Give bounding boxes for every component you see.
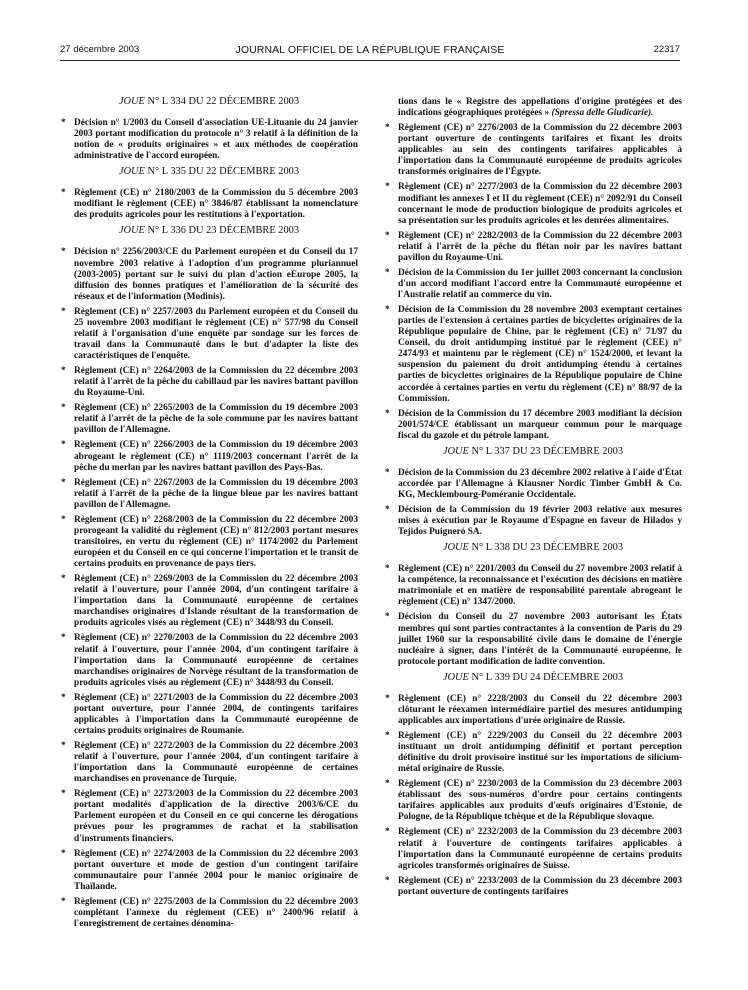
entry-item [384, 305, 682, 405]
entry-item [60, 307, 358, 362]
entry-text: Règlement (CE) n° 2229/2003 du Conseil du 22 décembre 2003 instituant un droit antidumping définitif et portant perception définitive du droit provisoire institué sur les importations de silicium-métal originaire de Russie. [398, 730, 682, 775]
entry-text: Décision de la Commission du 1er juillet 2003 concernant la conclusion d'un accord modifiant l'accord entre la Communauté européenne et l'Australie relatif au commerce du vin. [398, 267, 682, 300]
bullet-marker: * [61, 574, 66, 585]
entry-item [384, 505, 682, 538]
issue-journal-abbrev: JOUE [442, 542, 469, 554]
bullet-marker: * [385, 730, 390, 741]
bullet-marker: * [385, 123, 390, 134]
entry-text: Règlement (CE) n° 2228/2003 du Conseil du 22 décembre 2003 clôturant le réexamen intermédiaire partiel des mesures antidumping applicables aux importations d'urée originaire de Russie. [398, 693, 682, 726]
header-date: 27 décembre 2003 [60, 44, 140, 55]
bullet-marker: * [61, 741, 66, 751]
entry-text: Règlement (CE) n° 2232/2003 de la Commission du 23 décembre 2003 relatif à l'ouverture de contingents tarifaires applicables à l'importation dans la Communauté européenne de certains produits agricoles transformés originaires de Suisse. [398, 827, 682, 871]
entry-item [60, 403, 358, 436]
entry-text: Règlement (CE) n° 2274/2003 de la Commission du 22 décembre 2003 portant ouverture et mode de gestion d'un contingent tarifaire communautaire pour l'année 2004 pour le manioc originaire de Thaïlande. [74, 848, 358, 892]
entry-text: Règlement (CE) n° 2269/2003 de la Commission du 22 décembre 2003 relatif à l'ouverture, pour l'année 2004, d'un contingent tarifaire à l'importation dans la Communauté européenne de certaines marchandises originaires d'Islande résultant de la transformation de produits agricoles visés au règlement (CE) n° 3448/93 du Conseil. [74, 574, 358, 629]
bullet-marker: * [61, 896, 66, 907]
entry-item [60, 478, 358, 511]
issue-number-date: N° L 338 DU 23 DÉCEMBRE 2003 [468, 542, 624, 554]
issue-heading [60, 166, 358, 178]
bullet-marker: * [61, 633, 66, 644]
entry-text: Décision n° 1/2003 du Conseil d'association UE-Lituanie du 24 janvier 2003 portant modification du protocole n° 3 relatif à la définition de la notion de « produits originaires » et aux méthodes de coopération administrative de l'accord européen. [74, 118, 358, 162]
entry-item [60, 633, 358, 688]
issue-journal-abbrev: JOUE [442, 671, 469, 683]
bullet-marker: * [385, 827, 390, 838]
entry-text: Règlement (CE) n° 2271/2003 de la Commission du 22 décembre 2003 portant ouverture, pour l'année 2004, de contingents tarifaires applicables à l'importation dans la Communauté européenne de certains produits originaires de Roumanie. [74, 692, 358, 736]
bullet-marker: * [61, 366, 66, 377]
issue-journal-abbrev: JOUE [118, 166, 145, 178]
issue-heading [60, 96, 358, 108]
entry-item [384, 231, 682, 264]
entry-item [60, 118, 358, 162]
entry-item [384, 123, 682, 178]
entry-text: Règlement (CE) n° 2268/2003 de la Commission du 22 décembre 2003 prorogeant la validité du règlement (CE) n° 812/2003 portant mesures transitoires, en vertu du règlement (CE) n° 1174/2002 du Parlement européen et du Conseil en ce qui concerne l'importation et le transit de certains produits en provenance de pays tiers. [74, 514, 358, 570]
left-column [60, 96, 358, 934]
entry-text: Règlement (CE) n° 2233/2003 de la Commission du 23 décembre 2003 portant ouverture de contingents tarifaires [398, 875, 682, 897]
bullet-marker: * [61, 118, 66, 128]
issue-journal-abbrev: JOUE [442, 445, 469, 457]
issue-number-date: N° L 337 DU 23 DÉCEMBRE 2003 [468, 445, 624, 457]
bullet-marker: * [61, 403, 66, 414]
entry-text: Décision de la Commission du 17 décembre 2003 modifiant la décision 2001/574/CE établissant un marqueur commun pour le marquage fiscal du gazole et du pétrole lampant. [398, 408, 682, 441]
entry-item [60, 574, 358, 629]
issue-number-date: N° L 339 DU 24 DÉCEMBRE 2003 [468, 671, 624, 683]
entry-text: Règlement (CE) n° 2265/2003 de la Commission du 19 décembre 2003 relatif à l'arrêt de la pêche de la sole commune par les navires battant pavillon de l'Allemagne. [74, 403, 358, 436]
bullet-marker: * [385, 875, 390, 886]
entry-text: Décision n° 2256/2003/CE du Parlement européen et du Conseil du 17 novembre 2003 relative à l'adoption d'un programme pluriannuel (2003-2005) portant sur le suivi du plan d'action eEurope 2005, la diffusion des bonnes pratiques et l'amélioration de la sécurité des réseaux et de l'information (Modinis). [74, 247, 358, 302]
bullet-marker: * [385, 779, 390, 790]
entry-item [384, 564, 682, 608]
entry-text: Règlement (CE) n° 2275/2003 de la Commission du 22 décembre 2003 complétant l'annexe du règlement (CEE) n° 2400/96 relatif à l'enregistrement de certaines dénomina- [74, 896, 358, 929]
continuation-text: tions dans le « Registre des appellations d'origine protégées et des indications géographiques protégées » (Spressa delle Giudicarie). [398, 97, 682, 119]
bullet-marker: * [61, 692, 66, 703]
entry-text: Décision de la Commission du 23 décembre 2002 relative à l'aide d'État accordée par l'Allemagne à Klausner Nordic Timber GmbH & Co. KG, Mecklembourg-Poméranie Occidentale. [398, 467, 682, 500]
entry-text: Règlement (CE) n° 2270/2003 de la Commission du 22 décembre 2003 relatif à l'ouverture, pour l'année 2004, d'un contingent tarifaire à l'importation dans la Communauté européenne de certaines marchandises originaires de Norvège résultant de la transformation de produits agricoles visés au règlement (CE) n° 3448/93 du Conseil. [74, 633, 358, 688]
entry-text: Règlement (CE) n° 2266/2003 de la Commission du 19 décembre 2003 abrogeant le règlement (CE) n° 1119/2003 concernant l'arrêt de la pêche du merlan par les navires battant pavillon des Pays-Bas. [74, 440, 358, 473]
bullet-marker: * [61, 789, 66, 800]
bullet-marker: * [61, 247, 66, 258]
bullet-marker: * [385, 182, 390, 193]
issue-number-date: N° L 336 DU 23 DÉCEMBRE 2003 [144, 225, 300, 237]
entry-item [60, 693, 358, 737]
bullet-marker: * [385, 612, 390, 623]
entry-item [384, 409, 682, 442]
entry-item [60, 849, 358, 893]
issue-heading [384, 672, 682, 684]
bullet-marker: * [61, 440, 66, 451]
bullet-marker: * [385, 305, 390, 316]
bullet-marker: * [385, 267, 390, 278]
entry-text: Règlement (CE) n° 2180/2003 de la Commission du 5 décembre 2003 modifiant le règlement (CEE) n° 3846/87 établissant la nomenclature des produits agricoles pour les restitutions à l'exportation. [74, 188, 358, 221]
header-rule [60, 60, 680, 61]
bullet-marker: * [385, 467, 390, 478]
issue-heading [384, 542, 682, 554]
entry-text: Décision de la Commission du 19 février 2003 relative aux mesures mises à exécution par le Royaume d'Espagne en faveur de Hilados y Tejidos Puigneró SA. [398, 505, 682, 538]
entry-text: Décision du Conseil du 27 novembre 2003 autorisant les États membres qui sont parties contractantes à la convention de Paris du 29 juillet 1960 sur la responsabilité civile dans le domaine de l'énergie nucléaire à signer, dans l'intérêt de la Communauté européenne, le protocole portant modification de ladite convention. [398, 612, 682, 667]
entry-text: Règlement (CE) n° 2276/2003 de la Commission du 22 décembre 2003 portant ouverture de contingents tarifaires et fixant les droits applicables au sein des contingents tarifaires applicables à l'importation dans la Communauté européenne de produits agricoles transformés originaires de l'Égypte. [398, 123, 682, 178]
entry-text: Règlement (CE) n° 2257/2003 du Parlement européen et du Conseil du 25 novembre 2003 modifiant le règlement (CE) n° 577/98 du Conseil relatif à l'organisation d'une enquête par sondage sur les forces de travail dans la Communauté dans le but d'adapter la liste des caractéristiques de l'enquête. [74, 306, 358, 361]
bullet-marker: * [61, 188, 66, 199]
entry-text: Règlement (CE) n° 2277/2003 de la Commission du 22 décembre 2003 modifiant les annexes I et II du règlement (CEE) n° 2092/91 du Conseil concernant le mode de production biologique de produits agricoles et sa présentation sur les produits agricoles et les denrées alimentaires. [398, 182, 682, 226]
entry-item [60, 897, 358, 930]
issue-heading [384, 446, 682, 458]
bullet-marker: * [385, 564, 390, 575]
entry-item [384, 827, 682, 871]
entry-text: Règlement (CE) n° 2264/2003 de la Commission du 22 décembre 2003 relatif à l'arrêt de la pêche du cabillaud par les navires battant pavillon du Royaume-Uni. [74, 366, 358, 399]
issue-journal-abbrev: JOUE [118, 225, 145, 237]
entry-item [384, 694, 682, 727]
entry-item [384, 779, 682, 823]
entry-text: Décision de la Commission du 28 novembre 2003 exemptant certaines parties de l'extension à certaines parties de bicyclettes originaires de la République populaire de Chine, par le règlement (CE) n° 71/97 du Conseil, du droit antidumping institué par le règlement (CEE) n° 2474/93 et maintenu par le règlement (CE) n° 1524/2000, et levant la suspension du paiement du droit antidumping étendu à certaines parties de bicyclettes originaires de la République populaire de Chine accordée à certaines parties en vertu du règlement (CE) n° 88/97 de la Commission. [398, 305, 682, 404]
entry-item [384, 268, 682, 301]
page-header [60, 44, 680, 60]
issue-number-date: N° L 334 DU 22 DÉCEMBRE 2003 [144, 96, 300, 107]
entry-item [384, 468, 682, 501]
issue-number-date: N° L 335 DU 22 DÉCEMBRE 2003 [144, 166, 300, 178]
entry-item [384, 876, 682, 898]
issue-journal-abbrev: JOUE [118, 96, 145, 107]
entry-item [60, 515, 358, 570]
bullet-marker: * [61, 514, 66, 525]
entry-item [60, 188, 358, 221]
bullet-marker: * [385, 505, 390, 515]
bullet-marker: * [61, 306, 66, 317]
issue-heading [60, 225, 358, 237]
entry-item [60, 741, 358, 785]
right-column [384, 97, 682, 902]
entry-text: Règlement (CE) n° 2282/2003 de la Commission du 22 décembre 2003 relatif à l'arrêt de la pêche du flétan noir par les navires battant pavillon du Royaume-Uni. [398, 230, 682, 263]
entry-item [60, 789, 358, 844]
entry-item [384, 612, 682, 667]
entry-text: Règlement (CE) n° 2272/2003 de la Commission du 22 décembre 2003 relatif à l'ouverture, pour l'année 2004, d'un contingent tarifaire à l'importation dans la Communauté européenne de certaines marchandises en provenance de Turquie. [74, 741, 358, 785]
entry-item [60, 366, 358, 399]
entry-item [384, 182, 682, 226]
bullet-marker: * [385, 230, 390, 241]
journal-title: JOURNAL OFFICIEL DE LA RÉPUBLIQUE FRANÇAISE [235, 44, 505, 56]
entry-text: Règlement (CE) n° 2273/2003 de la Commission du 22 décembre 2003 portant modalités d'application de la directive 2003/6/CE du Parlement européen et du Conseil en ce qui concerne les dérogations prévues pour les programmes de rachat et la stabilisation d'instruments financiers. [74, 789, 358, 844]
bullet-marker: * [61, 477, 66, 488]
entry-text: Règlement (CE) n° 2201/2003 du Conseil du 27 novembre 2003 relatif à la compétence, la reconnaissance et l'exécution des décisions en matière matrimoniale et en matière de responsabilité parentale abrogeant le règlement (CE) n° 1347/2000. [398, 564, 682, 608]
bullet-marker: * [385, 693, 390, 704]
entry-item [60, 440, 358, 473]
entry-text: Règlement (CE) n° 2230/2003 de la Commission du 23 décembre 2003 établissant des sous-numéros d'ordre pour certains contingents tarifaires applicables aux produits d'œufs originaires d'Estonie, de Pologne, de la République tchèque et de la République slovaque. [398, 779, 682, 823]
continuation-italic: (Spressa delle Giudicarie). [551, 108, 654, 119]
bullet-marker: * [385, 408, 390, 419]
bullet-marker: * [61, 848, 66, 859]
page-number: 22317 [653, 44, 680, 55]
entry-text: Règlement (CE) n° 2267/2003 de la Commission du 19 décembre 2003 relatif à l'arrêt de la pêche de la lingue bleue par les navires battant pavillon de l'Allemagne. [74, 477, 358, 510]
entry-item [60, 247, 358, 302]
entry-item [384, 731, 682, 775]
